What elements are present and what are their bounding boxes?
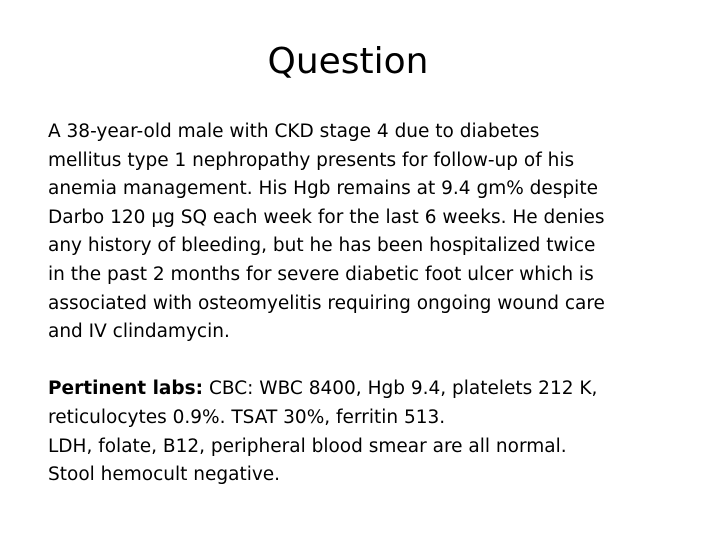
case-line: anemia management. His Hgb remains at 9.4 gm% despite: [48, 178, 598, 200]
case-line: associated with osteomyelitis requiring ongoing wound care: [48, 292, 605, 314]
case-line: any history of bleeding, but he has been hospitalized twice: [48, 235, 596, 257]
pertinent-labs: [48, 375, 688, 489]
case-line: in the past 2 months for severe diabetic foot ulcer which is: [48, 263, 594, 285]
slide-title: Question: [267, 41, 429, 82]
labs-label: Pertinent labs:: [48, 378, 204, 400]
slide-body: [48, 118, 688, 490]
paragraph-gap: [48, 347, 688, 376]
case-line: and IV clindamycin.: [48, 321, 230, 343]
labs-line: Stool hemocult negative.: [48, 464, 281, 486]
labs-line: reticulocytes 0.9%. TSAT 30%, ferritin 513.: [48, 406, 446, 428]
case-line: mellitus type 1 nephropathy presents for follow-up of his: [48, 149, 575, 171]
case-line: A 38-year-old male with CKD stage 4 due to diabetes: [48, 121, 540, 142]
case-line: Darbo 120 µg SQ each week for the last 6 weeks. He denies: [48, 206, 605, 228]
labs-line: LDH, folate, B12, peripheral blood smear are all normal.: [48, 435, 567, 457]
labs-cbc-text: CBC: WBC 8400, Hgb 9.4, platelets 212 K,: [203, 378, 598, 400]
case-description: [48, 118, 688, 347]
labs-line: [48, 375, 688, 404]
